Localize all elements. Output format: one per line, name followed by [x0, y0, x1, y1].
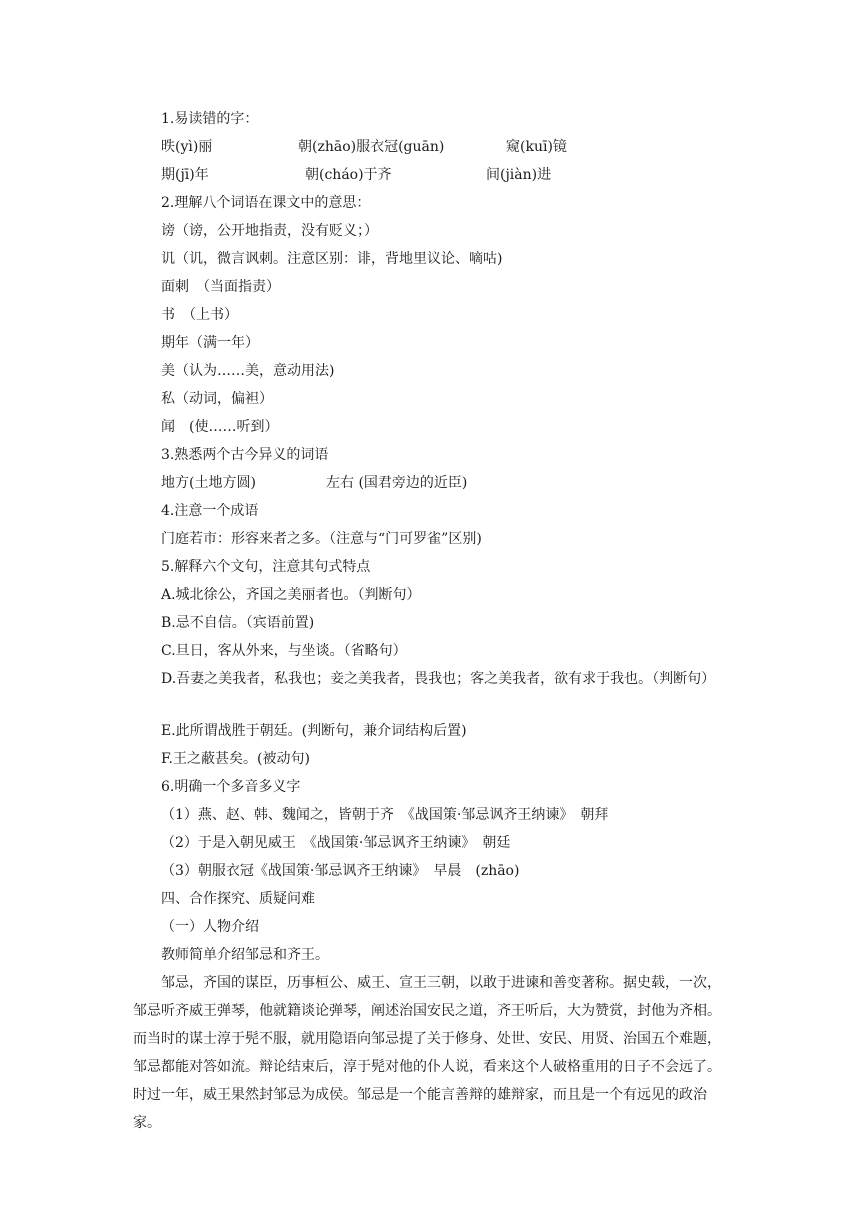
ancient-modern-difang: 地方(土地方圆)	[161, 475, 256, 491]
word-item-si: 私（动词，偏袒）	[161, 391, 273, 407]
section-heading-pronunciation: 1.易读错的字：	[161, 111, 259, 127]
zouji-paragraph: 邹忌，齐国的谋臣，历事桓公、威王、宣王三朝，以敢于进谏和善变著称。据史载，一次，邹忌听齐威王弹琴，他就籍谈论弹琴，阐述治国安民之道，齐王听后，大为赞赏，封他为齐相。而当时的谋士淳于髡不服，就用隐语向邹忌提了关于修身、处世、安民、用贤、治国五个难题，邹忌都能对答如流。辩论结束后，淳于髡对他的仆人说，看来这个人破格重用的日子不会远了。时过一年，威王果然封邹忌为成侯。邹忌是一个能言善辩的雄辩家，而且是一个有远见的政治家。	[133, 975, 721, 1131]
sentence-item-b: B.忌不自信。（宾语前置)	[161, 615, 315, 631]
section-heading-ancient-modern: 3.熟悉两个古今异义的词语	[161, 447, 329, 463]
word-item-ji: 讥（讥，微言讽刺。注意区别：诽，背地里议论、嘀咕)	[161, 251, 503, 267]
section-heading-words: 2.理解八个词语在课文中的意思：	[161, 195, 371, 211]
pron-item-jinian: 期(jī)年	[161, 167, 209, 183]
teacher-note: 教师简单介绍邹忌和齐王。	[161, 947, 329, 963]
polyphone-item-2: （2）于是入朝见威王 《战国策·邹忌讽齐王纳谏》 朝廷	[161, 835, 511, 851]
sentence-item-d: D.吾妻之美我者，私我也；妾之美我者，畏我也；客之美我者，欲有求于我也。（判断句）	[161, 671, 716, 687]
word-item-bang: 谤（谤，公开地指责，没有贬义；）	[161, 223, 378, 239]
idiom-item: 门庭若市：形容来者之多。（注意与“门可罗雀”区别)	[161, 531, 482, 547]
part-heading-cooperation: 四、合作探究、质疑问难	[161, 891, 315, 907]
word-item-mianci: 面刺 （当面指责）	[161, 279, 280, 295]
ancient-modern-zuoyou: 左右 (国君旁边的近臣)	[326, 475, 468, 491]
pron-item-zhaofu: 朝(zhāo)服衣冠(guān)	[298, 139, 445, 155]
subheading-characters: （一）人物介绍	[161, 919, 259, 935]
sentence-item-f: F.王之蔽甚矣。(被动句)	[161, 751, 310, 767]
word-item-shu: 书 （上书）	[161, 307, 238, 323]
section-heading-polyphone: 6.明确一个多音多义字	[161, 779, 301, 795]
word-item-mei: 美（认为……美，意动用法)	[161, 363, 335, 379]
section-heading-idiom: 4.注意一个成语	[161, 503, 259, 519]
section-heading-sentences: 5.解释六个文句，注意其句式特点	[161, 559, 371, 575]
pron-item-chaoyuqi: 朝(cháo)于齐	[305, 167, 392, 183]
sentence-item-c: C.旦日，客从外来，与坐谈。（省略句）	[161, 643, 407, 659]
pron-item-yili: 昳(yì)丽	[161, 139, 213, 155]
sentence-item-e: E.此所谓战胜于朝廷。(判断句，兼介词结构后置)	[161, 723, 467, 739]
word-item-qinian: 期年（满一年）	[161, 335, 259, 351]
polyphone-item-1: （1）燕、赵、韩、魏闻之，皆朝于齐 《战国策·邹忌讽齐王纳谏》 朝拜	[161, 807, 609, 823]
polyphone-item-3: （3）朝服衣冠《战国策·邹忌讽齐王纳谏》 早晨 (zhāo)	[161, 863, 520, 879]
word-item-wen: 闻 (使……听到）	[161, 419, 279, 435]
pron-item-jianjin: 间(jiàn)进	[486, 167, 552, 183]
pron-item-kuijing: 窥(kuī)镜	[506, 139, 567, 155]
sentence-item-a: A.城北徐公，齐国之美丽者也。（判断句）	[161, 587, 421, 603]
